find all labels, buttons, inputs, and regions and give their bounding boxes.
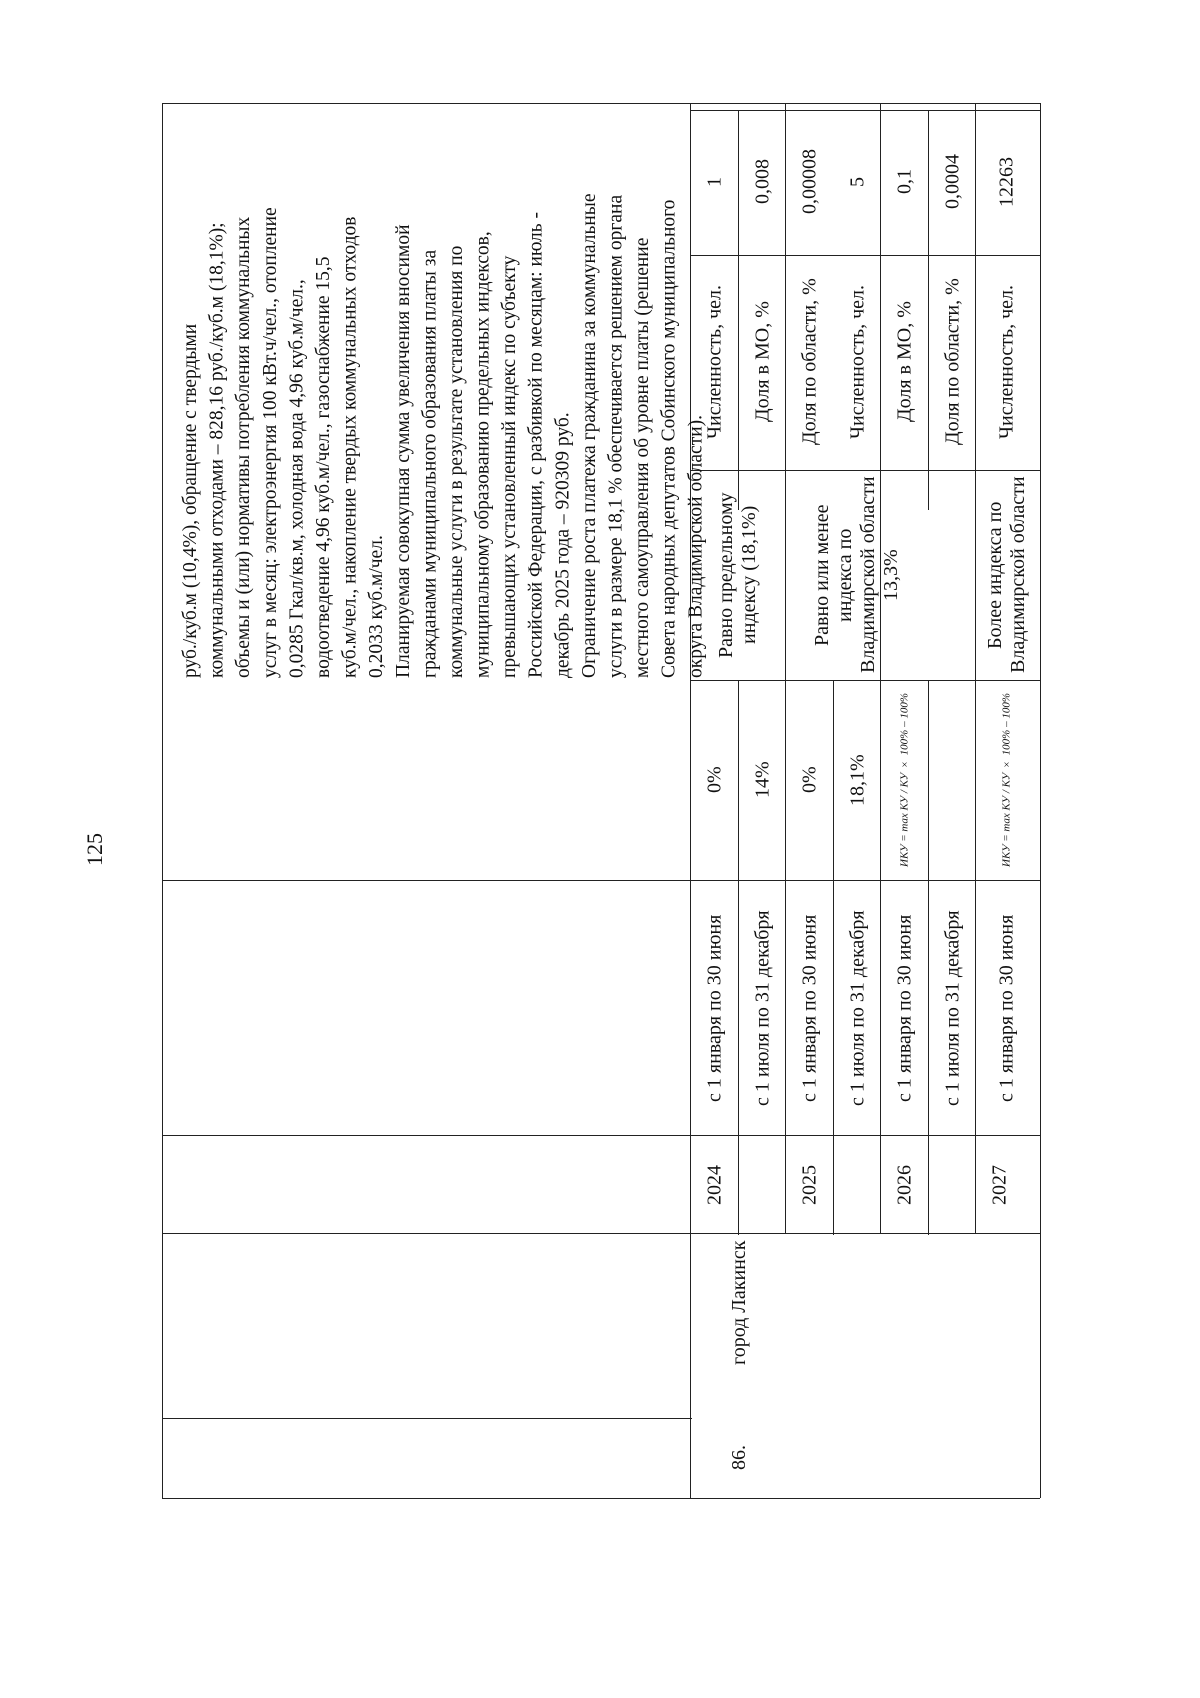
year-2027: 2027 xyxy=(988,1165,1011,1205)
period-2027-h1: с 1 января по 30 июня xyxy=(995,914,1018,1102)
metric-name-g2-count: Численность, чел. xyxy=(846,285,869,439)
metric-name-g1-share-region: Доля по области, % xyxy=(798,278,821,446)
period-2025-h2: с 1 июля по 31 декабря xyxy=(846,910,869,1106)
metric-name-g3-count: Численность, чел. xyxy=(995,285,1018,439)
period-2024-h2: с 1 июля по 31 декабря xyxy=(751,910,774,1106)
description-line: Российской Федерации, с разбивкой по месяцам: июль - xyxy=(525,212,547,678)
condition-group-1: Равно предельному индексу (18,1%) xyxy=(715,492,760,658)
table-line-metric-col xyxy=(690,255,1040,256)
description-line: 0,2033 куб.м/чел. xyxy=(366,535,388,678)
description-line: муниципальному образованию предельных индексов, xyxy=(472,231,494,678)
index-2026-formula: ИКУ = max КУ / КУ × 100% – 100% xyxy=(898,693,911,868)
table-line-right-edge xyxy=(1040,103,1041,1498)
row-number: 86. xyxy=(728,1445,750,1471)
index-2025-h2: 18,1% xyxy=(846,754,869,806)
period-2024-h1: с 1 января по 30 июня xyxy=(703,914,726,1102)
metric-name-g2-share-mo: Доля в МО, % xyxy=(893,301,916,423)
metric-name-g1-share-mo: Доля в МО, % xyxy=(751,301,774,423)
table-line-num-col xyxy=(162,1418,692,1419)
table-line-sub-2026b xyxy=(928,680,929,1235)
table-line-left-edge xyxy=(162,103,163,1498)
description-line: коммунальными отходами – 828,16 руб./куб.м (18,1%); xyxy=(206,222,228,678)
table-line-sub-2026 xyxy=(928,110,929,510)
metric-value-g3-count: 12263 xyxy=(995,157,1018,207)
description-line: услуги в размере 18,1 % обеспечивается решением органа xyxy=(605,194,627,678)
description-line: Ограничение роста платежа гражданина за коммунальные xyxy=(578,193,600,678)
metric-value-g1-share-mo: 0,008 xyxy=(751,159,774,205)
table-line-top xyxy=(162,103,1040,104)
table-line-desc-bottom xyxy=(162,1233,1040,1234)
metric-value-g2-share-mo: 0,1 xyxy=(893,169,916,195)
page-number: 125 xyxy=(82,833,107,867)
condition-group-2: Равно или менее индекса по Владимирской области 13,3% xyxy=(811,476,902,674)
metric-value-g1-count: 1 xyxy=(703,177,726,187)
description-line: объемы и (или) нормативы потребления коммунальных xyxy=(233,216,255,678)
description-line: водоотведение 4,96 куб.м/чел., газоснабжение 15,5 xyxy=(312,256,334,678)
description-line: коммунальные услуги в результате установления по xyxy=(445,245,467,678)
metric-name-g1-count: Численность, чел. xyxy=(703,285,726,439)
year-2024: 2024 xyxy=(703,1165,726,1205)
index-2027-formula: ИКУ = max КУ / КУ × 100% – 100% xyxy=(1000,693,1013,868)
period-2026-h1: с 1 января по 30 июня xyxy=(893,914,916,1102)
description-line: декабрь 2025 года – 920309 руб. xyxy=(552,412,574,678)
metric-name-g2-share-region: Доля по области, % xyxy=(941,278,964,446)
table-line-bottom xyxy=(162,1498,1040,1499)
period-2026-h2: с 1 июля по 31 декабря xyxy=(941,910,964,1106)
table-line-sub-2025 xyxy=(833,680,834,1235)
description-line: Планируемая совокупная сумма увеличения вносимой xyxy=(392,224,414,678)
description-line: округа Владимирской области). xyxy=(685,414,707,678)
table-line-right-top xyxy=(690,110,1040,111)
description-line: куб.м/чел., накопление твердых коммунальных отходов xyxy=(339,216,361,678)
table-line-sub-2024 xyxy=(738,110,739,510)
description-line: превышающих установленный индекс по субъекту xyxy=(499,255,521,678)
table-line-period-col xyxy=(162,880,1040,881)
metric-value-g2-count: 5 xyxy=(846,177,869,187)
table-line-condition-col xyxy=(690,470,1040,471)
table-line-sub-2024b xyxy=(738,680,739,1235)
description-line: руб./куб.м (10,4%), обращение с твердыми xyxy=(180,323,201,678)
metric-value-g1-share-region: 0,00008 xyxy=(798,149,821,215)
table-line-year-col xyxy=(162,1135,1040,1136)
index-2025-h1: 0% xyxy=(798,766,821,794)
municipality-name: город Лакинск xyxy=(728,1241,750,1366)
period-2025-h1: с 1 января по 30 июня xyxy=(798,914,821,1102)
description-line: Совета народных депутатов Собинского муниципального xyxy=(658,199,680,678)
description-line: местного самоуправления об уровне платы (решение xyxy=(632,237,654,678)
year-2026: 2026 xyxy=(893,1165,916,1205)
table-line-value-col xyxy=(690,680,1040,681)
description-line: услуг в месяц: электроэнергия 100 кВт.ч/чел., отопление xyxy=(259,207,281,678)
index-2024-h1: 0% xyxy=(703,766,726,794)
description-line: гражданами муниципального образования платы за xyxy=(419,249,441,678)
description-line: 0,0285 Гкал/кв.м, холодная вода 4,96 куб.м/чел., xyxy=(286,279,308,678)
index-2024-h2: 14% xyxy=(751,761,774,799)
description-text xyxy=(178,108,710,678)
year-2025: 2025 xyxy=(798,1165,821,1205)
metric-value-g2-share-region: 0,0004 xyxy=(941,154,964,210)
condition-group-3: Более индекса по Владимирской области xyxy=(984,476,1029,674)
